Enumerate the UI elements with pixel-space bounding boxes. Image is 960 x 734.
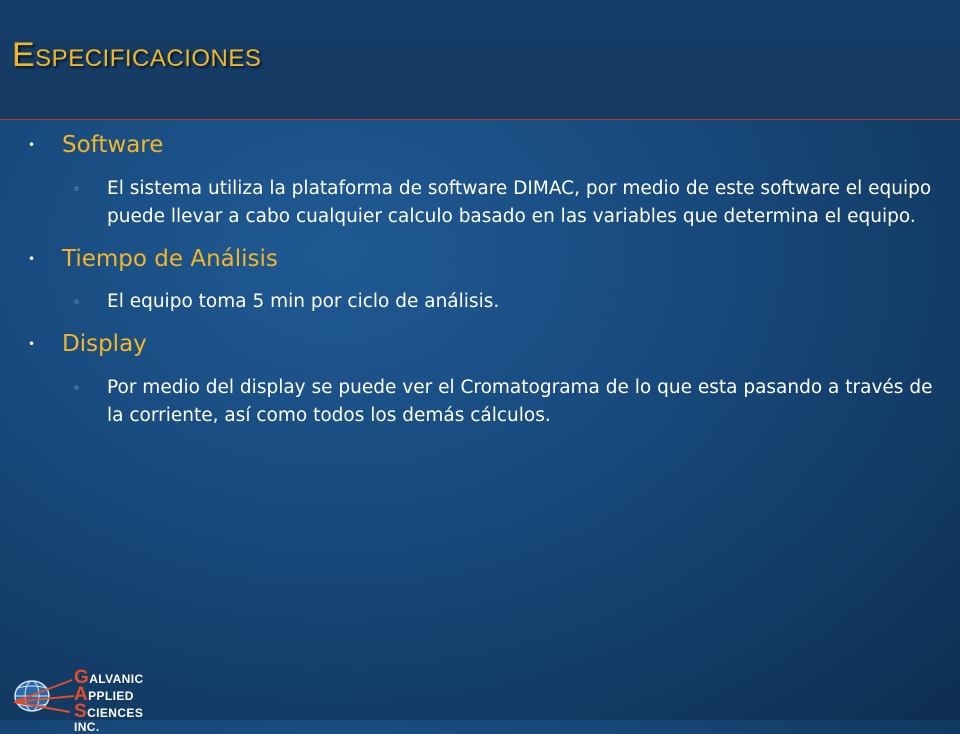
section-heading-label: Display [62, 331, 147, 358]
slide-content [28, 132, 948, 445]
bullet-icon: • [28, 138, 36, 152]
section-item-text: El equipo toma 5 min por ciclo de análisis. [107, 291, 500, 313]
sub-bullet-icon: ◦ [73, 295, 81, 310]
section-item-software [73, 175, 947, 231]
section-heading-label: Tiempo de Análisis [62, 245, 278, 272]
logo-line-3: SCIENCES INC. [74, 701, 144, 734]
logo-line-2: APPLIED [74, 684, 134, 705]
slide-title: Especificaciones [12, 36, 262, 74]
section-item-display [73, 374, 947, 430]
section-heading-label: Software [62, 132, 164, 158]
section-item-text: Por medio del display se puede ver el Cromatograma de lo que esta pasando a través de la corriente, así como todos los demás cálculos. [107, 376, 933, 426]
section-item-tiempo [73, 288, 947, 316]
bullet-icon: • [28, 337, 36, 352]
company-logo [8, 640, 168, 734]
section-heading-tiempo [28, 246, 948, 274]
logo-line-1: GALVANIC [74, 667, 144, 688]
section-heading-display [28, 331, 948, 359]
section-heading-software [28, 132, 948, 160]
title-divider [0, 119, 960, 120]
sub-bullet-icon: ◦ [73, 380, 81, 395]
globe-icon [10, 672, 76, 718]
bullet-icon: • [28, 251, 36, 266]
sub-bullet-icon: ◦ [73, 181, 81, 196]
section-item-text: El sistema utiliza la plataforma de software DIMAC, por medio de este software el equipo puede llevar a cabo cualquier calculo basado en las variables que determina el equipo. [107, 177, 932, 227]
